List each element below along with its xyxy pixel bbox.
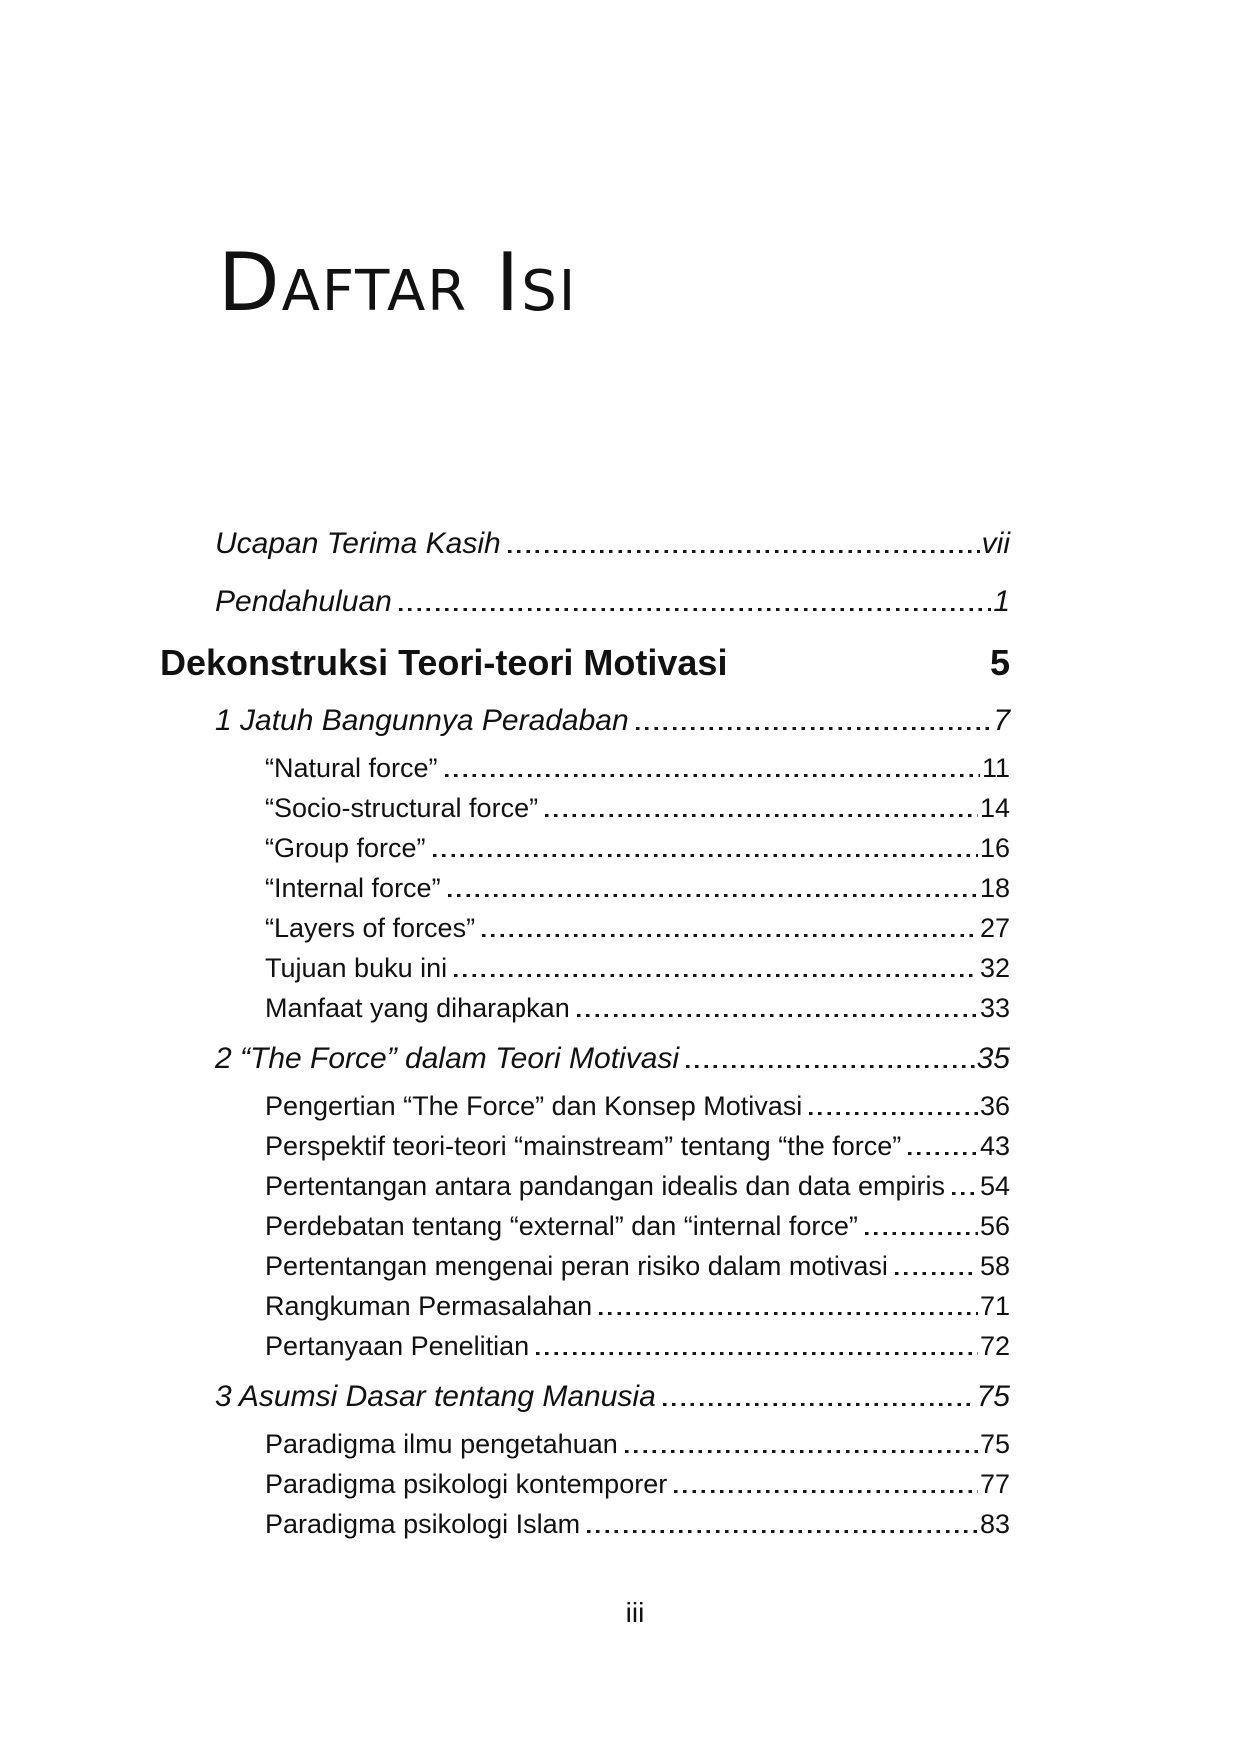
toc-entry-page: 56 <box>979 1211 1010 1241</box>
toc-entry-sub <box>160 868 1010 908</box>
toc-entry-label: 1 Jatuh Bangunnya Peradaban <box>215 704 629 737</box>
toc-entry-page: 71 <box>979 1291 1010 1321</box>
toc-entry-chapter <box>160 1038 1010 1080</box>
dot-leader <box>433 854 978 858</box>
toc-entry-label: Rangkuman Permasalahan <box>265 1291 593 1321</box>
dot-leader <box>508 550 980 554</box>
toc-entry-part <box>160 640 1010 686</box>
toc-entry-sub <box>160 1326 1010 1366</box>
toc-entry-label: “Group force” <box>265 833 426 863</box>
dot-leader <box>674 1490 978 1494</box>
toc-entry-page: 54 <box>979 1171 1010 1201</box>
toc-entry-page: 36 <box>979 1091 1010 1121</box>
toc-entry-page: 11 <box>981 753 1010 783</box>
toc-entry-sub <box>160 1246 1010 1286</box>
toc-entry-front <box>160 524 1010 564</box>
dot-leader <box>908 1152 978 1156</box>
toc-entry-label: Pengertian “The Force” dan Konsep Motivasi <box>265 1091 803 1121</box>
toc-entry-chapter <box>160 1376 1010 1418</box>
dot-leader <box>686 1065 975 1069</box>
toc-entry-page: 43 <box>979 1131 1010 1161</box>
dot-leader <box>636 727 992 731</box>
toc-entry-page: 35 <box>976 1042 1010 1075</box>
toc-entry-label: Paradigma psikologi Islam <box>265 1509 581 1539</box>
toc-entry-page: 75 <box>979 1429 1010 1459</box>
dot-leader <box>482 934 978 938</box>
toc-entry-sub <box>160 788 1010 828</box>
dot-leader <box>445 774 980 778</box>
toc-entry-front <box>160 582 1010 622</box>
dot-leader <box>625 1450 978 1454</box>
toc-entry-label: Ucapan Terima Kasih <box>215 527 501 560</box>
toc-entry-page: 16 <box>979 833 1010 863</box>
toc-entry-label: Manfaat yang diharapkan <box>265 993 570 1023</box>
toc-entry-sub <box>160 1126 1010 1166</box>
toc-entry-sub <box>160 748 1010 788</box>
dot-leader <box>577 1014 978 1018</box>
toc-entry-page: 27 <box>979 913 1010 943</box>
toc-entry-label: Tujuan buku ini <box>265 953 448 983</box>
dot-leader <box>809 1112 978 1116</box>
toc-entry-label: Pertentangan antara pandangan idealis dan data empiris <box>265 1171 945 1201</box>
toc-entry-page: vii <box>981 527 1010 560</box>
dot-leader <box>536 1352 978 1356</box>
dot-leader <box>545 814 978 818</box>
toc-entry-sub <box>160 1464 1010 1504</box>
toc-entry-sub <box>160 828 1010 868</box>
toc-entry-sub <box>160 948 1010 988</box>
toc-entry-label: 2 “The Force” dalam Teori Motivasi <box>215 1042 680 1075</box>
toc-entry-label: “Internal force” <box>265 873 441 903</box>
dot-leader <box>663 1403 975 1407</box>
dot-leader <box>599 1312 978 1316</box>
toc-entry-page: 32 <box>979 953 1010 983</box>
dot-leader <box>734 672 988 676</box>
toc-entry-sub <box>160 1286 1010 1326</box>
dot-leader <box>865 1232 978 1236</box>
toc-entry-label: Perdebatan tentang “external” dan “internal force” <box>265 1211 858 1241</box>
toc-entry-sub <box>160 1206 1010 1246</box>
dot-leader <box>448 894 978 898</box>
toc-entry-label: Paradigma psikologi kontemporer <box>265 1469 668 1499</box>
dot-leader <box>587 1530 978 1534</box>
toc-entry-page: 14 <box>979 793 1010 823</box>
toc-entry-label: “Natural force” <box>265 753 438 783</box>
toc-entry-page: 7 <box>993 704 1010 737</box>
toc-entry-label: Perspektif teori-teori “mainstream” tentang “the force” <box>265 1131 902 1161</box>
toc-entry-page: 1 <box>993 585 1010 618</box>
footer-page-number: iii <box>625 1597 645 1628</box>
toc-entry-page: 75 <box>976 1380 1010 1413</box>
toc-entry-page: 83 <box>979 1509 1010 1539</box>
toc-entry-page: 58 <box>979 1251 1010 1281</box>
toc-entry-label: Pertentangan mengenai peran risiko dalam motivasi <box>265 1251 888 1281</box>
page-title: Daftar Isi <box>218 236 578 329</box>
toc-entry-sub <box>160 1424 1010 1464</box>
toc-entry-sub <box>160 1504 1010 1544</box>
toc-entry-label: Pertanyaan Penelitian <box>265 1331 530 1361</box>
dot-leader <box>454 974 978 978</box>
toc-entry-label: Pendahuluan <box>215 585 392 618</box>
dot-leader <box>399 608 991 612</box>
toc-entry-label: “Socio-structural force” <box>265 793 539 823</box>
toc-entry-label: 3 Asumsi Dasar tentang Manusia <box>215 1380 656 1413</box>
toc-list <box>160 524 1010 1544</box>
dot-leader <box>952 1192 978 1196</box>
toc-entry-chapter <box>160 700 1010 742</box>
toc-entry-sub <box>160 1166 1010 1206</box>
toc-entry-page: 33 <box>979 993 1010 1023</box>
toc-entry-sub <box>160 1086 1010 1126</box>
dot-leader <box>895 1272 978 1276</box>
toc-entry-page: 77 <box>979 1469 1010 1499</box>
toc-entry-page: 18 <box>979 873 1010 903</box>
toc-entry-label: Dekonstruksi Teori-teori Motivasi <box>160 642 728 683</box>
toc-entry-label: “Layers of forces” <box>265 913 476 943</box>
toc-entry-page: 72 <box>979 1331 1010 1361</box>
toc-entry-label: Paradigma ilmu pengetahuan <box>265 1429 618 1459</box>
toc-entry-sub <box>160 988 1010 1028</box>
toc-entry-page: 5 <box>989 642 1010 683</box>
toc-entry-sub <box>160 908 1010 948</box>
